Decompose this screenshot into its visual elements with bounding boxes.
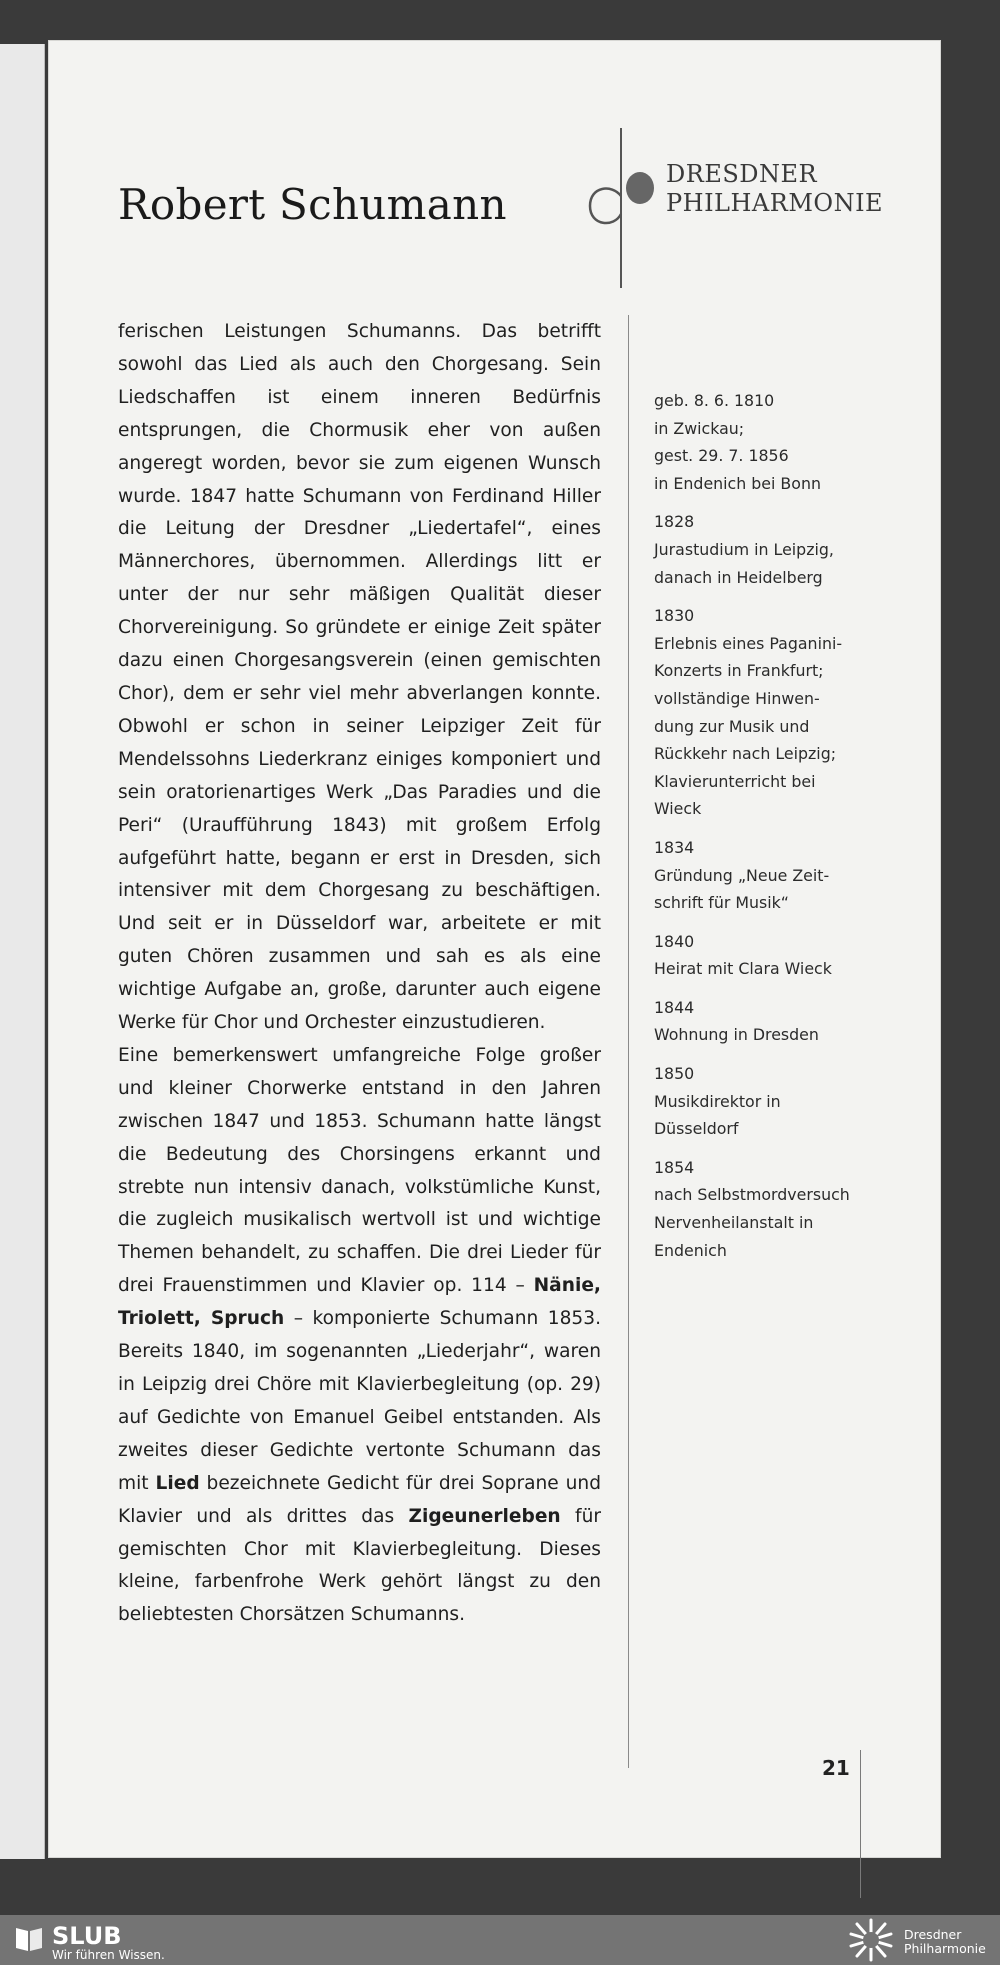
timeline-entry <box>654 834 884 917</box>
timeline-line: 1830 <box>654 606 695 626</box>
timeline-line: schrift für Musik“ <box>654 893 789 913</box>
timeline-line: dung zur Musik und <box>654 716 810 736</box>
timeline-line: 1854 <box>654 1157 695 1177</box>
timeline-line: 1834 <box>654 837 695 857</box>
biography-timeline <box>654 387 884 1275</box>
document-page <box>48 40 941 1858</box>
timeline-line: 1828 <box>654 512 695 532</box>
timeline-line: 1840 <box>654 931 695 951</box>
timeline-line: vollständige Hinwen- <box>654 688 820 708</box>
timeline-line: Heirat mit Clara Wieck <box>654 959 832 979</box>
timeline-entry <box>654 1060 884 1143</box>
facing-page-edge <box>0 44 45 1859</box>
paragraph-2 <box>118 1040 601 1632</box>
timeline-entry <box>654 387 884 497</box>
dp-line-2: Philharmonie <box>904 1941 986 1956</box>
timeline-line: nach Selbstmordversuch <box>654 1185 850 1205</box>
work-title-naenie: Nänie, Triolett, Spruch <box>118 1275 601 1330</box>
footer-bar <box>0 1915 1000 1965</box>
timeline-line: Wohnung in Dresden <box>654 1025 819 1045</box>
timeline-line: Jurastudium in Leipzig, <box>654 539 834 559</box>
slub-book-icon <box>14 1925 44 1953</box>
timeline-line: Endenich <box>654 1240 727 1260</box>
timeline-line: Konzerts in Frankfurt; <box>654 661 824 681</box>
timeline-line: in Endenich bei Bonn <box>654 473 821 493</box>
timeline-line: Düsseldorf <box>654 1119 739 1139</box>
timeline-entry <box>654 602 884 823</box>
timeline-line: Wieck <box>654 799 702 819</box>
paragraph-2-part-a: Eine bemerkenswert umfangreiche Folge großer und kleiner Chorwerke entstand in den Jahren zwischen 1847 und 1853. Schumann hatte längst die Bedeutung des Chorsingens erkannt und strebte nun intensiv danach, volkstümliche Kunst, die zugleich musikalisch wertvoll ist und wichtige Themen behandelt, zu schaffen. Die drei Lieder für drei Frauenstimmen und Klavier op. 114 – <box>118 1044 601 1297</box>
timeline-line: Erlebnis eines Paganini- <box>654 633 843 653</box>
timeline-line: 1844 <box>654 997 695 1017</box>
work-title-lied: Lied <box>155 1472 200 1494</box>
slub-name: SLUB <box>52 1922 122 1950</box>
timeline-line: Klavierunterricht bei <box>654 771 816 791</box>
logo-line-2: PHILHARMONIE <box>666 189 884 217</box>
logo-wordmark <box>666 160 883 218</box>
page-number: 21 <box>822 1756 850 1780</box>
timeline-line: 1850 <box>654 1064 695 1084</box>
timeline-line: Gründung „Neue Zeit- <box>654 865 830 885</box>
paragraph-2-part-g: für gemischten Chor mit Klavierbegleitung. Dieses kleine, farbenfrohe Werk gehört längst zu den beliebtesten Chorsätzen Schumanns. <box>118 1505 601 1626</box>
paragraph-2-part-e: bezeichnete Gedicht für drei Soprane und Klavier und als drittes das <box>118 1472 601 1527</box>
logo-line-1: DRESDNER <box>666 160 818 188</box>
timeline-line: geb. 8. 6. 1810 <box>654 391 775 410</box>
dp-line-1: Dresdner <box>904 1927 962 1942</box>
philharmonie-footer-wordmark <box>904 1928 986 1956</box>
timeline-line: gest. 29. 7. 1856 <box>654 446 789 466</box>
timeline-line: Musikdirektor in <box>654 1091 781 1111</box>
work-title-zigeunerleben: Zigeunerleben <box>408 1505 561 1527</box>
dresdner-philharmonie-logo <box>576 88 906 294</box>
philharmonie-sunburst-icon <box>844 1918 898 1962</box>
timeline-entry <box>654 1154 884 1264</box>
timeline-line: Rückkehr nach Leipzig; <box>654 744 837 764</box>
column-divider <box>628 315 629 1768</box>
page-title: Robert Schumann <box>118 180 507 229</box>
philharmonie-logo-icon <box>576 88 666 294</box>
timeline-entry <box>654 508 884 591</box>
timeline-entry <box>654 994 884 1049</box>
timeline-entry <box>654 928 884 983</box>
page-number-divider <box>860 1750 861 1898</box>
timeline-line: Nervenheilanstalt in <box>654 1213 814 1233</box>
timeline-line: danach in Heidelberg <box>654 567 823 587</box>
slub-tagline: Wir führen Wissen. <box>52 1948 165 1962</box>
timeline-line: in Zwickau; <box>654 418 745 438</box>
paragraph-2-part-c: – komponierte Schumann 1853. Bereits 1840, im sogenannten „Liederjahr“, waren in Leipzig drei Chöre mit Klavierbegleitung (op. 29) auf Gedichte von Emanuel Geibel entstanden. Als zweites dieser Gedichte vertonte Schumann das mit <box>118 1308 601 1494</box>
main-article-text <box>118 316 601 1632</box>
paragraph-1: ferischen Leistungen Schumanns. Das betrifft sowohl das Lied als auch den Chorgesang. Sein Liedschaffen ist einem inneren Bedürfnis entsprungen, die Chormusik eher von außen angeregt worden, bevor sie zum eigenen Wunsch wurde. 1847 hatte Schumann von Ferdinand Hiller die Leitung der Dresdner „Liedertafel“, eines Männerchores, übernommen. Allerdings litt er unter der nur sehr mäßigen Qualität dieser Chorvereinigung. So gründete er einige Zeit später dazu einen Chorgesangsverein (einen gemischten Chor), dem er sehr viel mehr abverlangen konnte. Obwohl er schon in seiner Leipziger Zeit für Mendelssohns Liederkranz einiges komponiert und sein oratorienartiges Werk „Das Paradies und die Peri“ (Uraufführung 1843) mit großem Erfolg aufgeführt hatte, begann er erst in Dresden, sich intensiver mit dem Chorgesang zu beschäftigen. Und seit er in Düsseldorf war, arbeitete er mit guten Chören zusammen und sah es als eine wichtige Aufgabe an, große, darunter auch eigene Werke für Chor und Orchester einzustudieren. <box>118 321 601 1034</box>
